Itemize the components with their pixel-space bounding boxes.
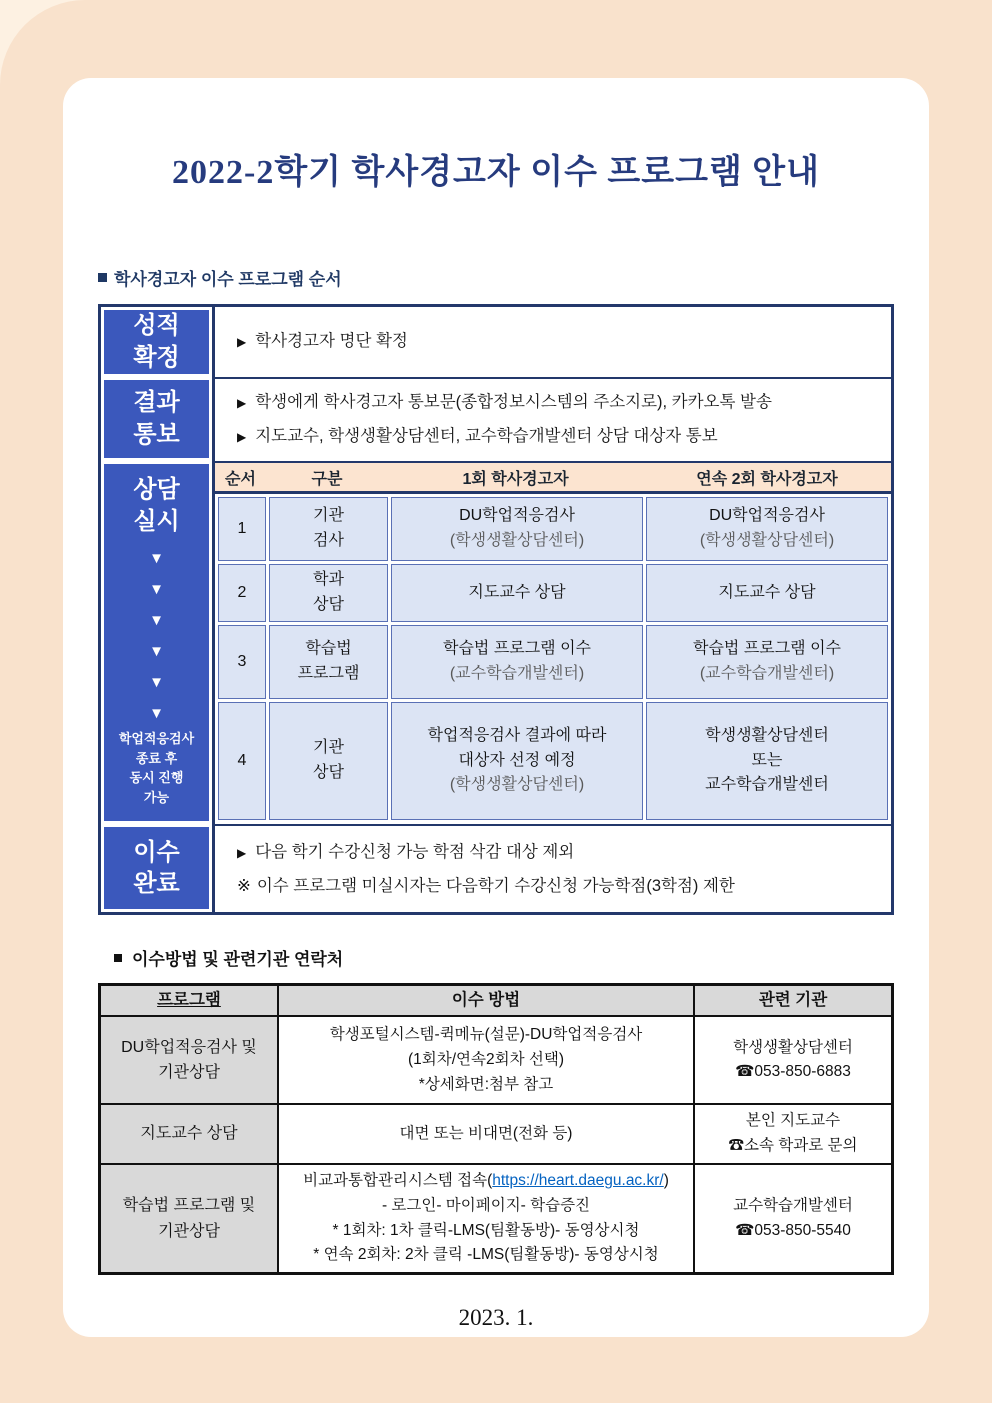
table-cell-second-warning: DU학업적응검사 (학생생활상담센터) (646, 497, 888, 561)
section1-heading (98, 265, 894, 290)
footer-date: 2023. 1. (458, 1305, 534, 1331)
list-item (237, 836, 891, 870)
table-cell-program: 지도교수 상담 (100, 1104, 278, 1164)
item-text: 다음 학기 수강신청 가능 학점 삭감 대상 제외 (255, 842, 575, 861)
heart-system-link[interactable]: https://heart.daegu.ac.kr/ (492, 1171, 664, 1189)
item-text: 학생에게 학사경고자 통보문(종합정보시스템의 주소지로), 카카오톡 발송 (255, 393, 772, 411)
table-cell-first-warning: DU학업적응검사 (학생생활상담센터) (391, 497, 643, 561)
stage-cell (101, 377, 212, 461)
phone-number: ☎소속 학과로 문의 (728, 1137, 858, 1155)
counseling-table-body (215, 494, 891, 823)
link-line: 비교과통합관리시스템 접속(https://heart.daegu.ac.kr/) (303, 1171, 669, 1189)
table-cell-category: 학과 상담 (269, 564, 388, 622)
down-arrow-icon: ▼ (149, 550, 164, 568)
section2-heading (98, 945, 894, 970)
down-arrow-icon: ▼ (149, 643, 164, 661)
table-cell-category: 기관 검사 (269, 497, 388, 561)
table-cell-category: 학습법 프로그램 (269, 625, 388, 699)
table-cell-method: 대면 또는 비대면(전화 등) (278, 1104, 694, 1164)
table-cell-method: 학생포털시스템-퀵메뉴(설문)-DU학업적응검사 (1회차/연속2회차 선택) *상세화면:첨부 참고 (278, 1016, 694, 1104)
table-cell-category: 기관 상담 (269, 702, 388, 820)
item-text: 학사경고자 명단 확정 (255, 332, 408, 350)
phone-number: ☎053-850-6883 (735, 1063, 851, 1081)
table-cell-no: 4 (218, 702, 266, 820)
table-cell-no: 3 (218, 625, 266, 699)
down-arrow-icon: ▼ (149, 705, 164, 723)
table-cell-second-warning: 학습법 프로그램 이수 (교수학습개발센터) (646, 625, 888, 699)
list-item (237, 870, 891, 903)
table-cell-first-warning: 학업적응검사 결과에 따라 대상자 선정 예정 (학생생활상담센터) (391, 702, 643, 820)
list-item (237, 386, 891, 420)
table-cell-no: 1 (218, 497, 266, 561)
table-cell-program: 학습법 프로그램 및 기관상담 (100, 1164, 278, 1273)
table-cell-second-warning: 학생생활상담센터 또는 교수학습개발센터 (646, 702, 888, 820)
flow-row-grade-confirm (101, 307, 891, 377)
stage-content (212, 307, 891, 377)
stage-counseling (104, 464, 209, 821)
column-header: 연속 2회 학사경고자 (696, 470, 838, 488)
item-text: 이수 프로그램 미실시자는 다음학기 수강신청 가능학점(3학점) 제한 (256, 876, 735, 895)
table-cell-org: 교수학습개발센터 ☎053-850-5540 (694, 1164, 892, 1273)
table-cell-no: 2 (218, 564, 266, 622)
stage-content (212, 377, 891, 461)
flow-row-result-notice (101, 377, 891, 461)
stage-cell (101, 824, 212, 912)
table-cell-method: 비교과통합관리시스템 접속(https://heart.daegu.ac.kr/) - 로그인- 마이페이지- 학습증진 * 1회차: 1차 클릭-LMS(팀활동방)- 동영상시청 * 연속 2회차: 2차 클릭 -LMS(팀활동방)- 동영상시청 (278, 1164, 694, 1273)
table-cell-first-warning: 학습법 프로그램 이수 (교수학습개발센터) (391, 625, 643, 699)
section2-heading-label: 이수방법 및 관련기관 연락처 (132, 950, 344, 970)
table-cell-program: DU학업적응검사 및 기관상담 (100, 1016, 278, 1104)
list-item (237, 420, 891, 454)
column-header: 1회 학사경고자 (462, 470, 569, 488)
flow-table (98, 304, 894, 915)
triangle-bullet-icon: ▶ (237, 845, 247, 860)
stage-counseling-label: 상담 실시 (133, 476, 180, 535)
item-text: 지도교수, 학생생활상담센터, 교수학습개발센터 상담 대상자 통보 (255, 427, 718, 445)
table-cell-org: 본인 지도교수 ☎소속 학과로 문의 (694, 1104, 892, 1164)
table-cell-org: 학생생활상담센터 ☎053-850-6883 (694, 1016, 892, 1104)
down-arrow-icon: ▼ (149, 612, 164, 630)
stage-result-notice: 결과 통보 (104, 380, 209, 458)
counseling-table (212, 461, 891, 824)
down-arrow-icon: ▼ (149, 581, 164, 599)
flow-row-completion (101, 824, 891, 912)
list-item (237, 325, 891, 359)
triangle-bullet-icon: ▶ (237, 335, 247, 349)
reference-mark-icon: ※ (237, 876, 251, 895)
stage-cell (101, 307, 212, 377)
column-header: 순서 (225, 470, 256, 488)
flow-row-counseling (101, 461, 891, 824)
counseling-table-header (215, 463, 891, 494)
column-header-method: 이수 방법 (278, 985, 694, 1016)
side-note: 학업적응검사 종료 후 동시 진행 가능 (118, 731, 195, 805)
stage-cell (101, 461, 212, 824)
contact-table (98, 983, 894, 1275)
column-header-program: 프로그램 (100, 985, 278, 1016)
stage-completion: 이수 완료 (104, 827, 209, 909)
table-cell-second-warning: 지도교수 상담 (646, 564, 888, 622)
triangle-bullet-icon: ▶ (237, 396, 247, 410)
square-bullet-icon (114, 954, 122, 962)
stage-content (212, 824, 891, 912)
section1-heading-label: 학사경고자 이수 프로그램 순서 (114, 270, 342, 289)
document-card (63, 78, 929, 1337)
phone-number: ☎053-850-5540 (735, 1221, 851, 1239)
column-header-org: 관련 기관 (694, 985, 892, 1016)
square-bullet-icon (98, 273, 107, 282)
down-arrows (149, 543, 164, 729)
table-cell-first-warning: 지도교수 상담 (391, 564, 643, 622)
down-arrow-icon: ▼ (149, 674, 164, 692)
page-title: 2022-2학기 학사경고자 이수 프로그램 안내 (172, 154, 820, 191)
triangle-bullet-icon: ▶ (237, 430, 247, 444)
column-header: 구분 (311, 470, 343, 488)
stage-grade-confirm: 성적 확정 (104, 310, 209, 374)
